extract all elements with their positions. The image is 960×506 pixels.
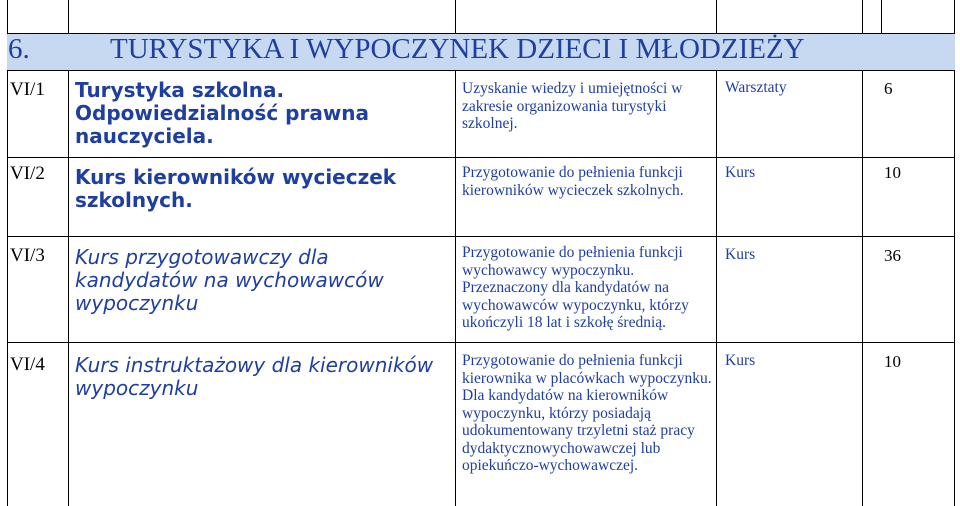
course-description: Przygotowanie do pełnienia funkcji kierownika w placówkach wypoczynku. Dla kandydatów na kierowników wypoczynku, którzy posiadają udokumentowany trzyletni staż pracy dydaktycznowychowawczej lub opiekuńczo-wychowawczej. xyxy=(462,352,712,474)
course-form: Kurs xyxy=(725,352,756,369)
course-form: Warsztaty xyxy=(725,79,787,96)
course-hours: 36 xyxy=(884,246,901,265)
course-name: Kurs przygotowawczy dla kandydatów na wychowawców wypoczynku xyxy=(75,245,384,315)
row-code: VI/3 xyxy=(10,245,45,266)
section-number: 6. xyxy=(8,33,30,65)
course-description: Przygotowanie do pełnienia funkcji kierowników wycieczek szkolnych. xyxy=(462,164,684,199)
course-description: Uzyskanie wiedzy i umiejętności w zakresie organizowania turystyki szkolnej. xyxy=(462,80,683,132)
course-hours: 10 xyxy=(884,352,901,371)
course-name: Turystyka szkolna. Odpowiedzialność prawna nauczyciela. xyxy=(75,78,370,148)
row-code: VI/2 xyxy=(10,163,45,184)
course-name: Kurs kierowników wycieczek szkolnych. xyxy=(75,165,397,212)
course-description: Przygotowanie do pełnienia funkcji wychowawcy wypoczynku. Przeznaczony dla kandydatów na wychowawców wypoczynku, którzy ukończyli 18 lat i szkołę średnią. xyxy=(462,244,689,331)
course-hours: 10 xyxy=(884,163,901,182)
row-code: VI/4 xyxy=(10,354,45,375)
section-title-text: TURYSTYKA I WYPOCZYNEK DZIECI I MŁODZIEŻY xyxy=(110,33,805,65)
section-title xyxy=(8,33,805,66)
course-form: Kurs xyxy=(725,164,756,181)
course-name: Kurs instruktażowy dla kierowników wypoczynku xyxy=(75,353,434,400)
course-form: Kurs xyxy=(725,246,756,263)
row-code: VI/1 xyxy=(10,79,45,100)
course-hours: 6 xyxy=(884,79,893,98)
